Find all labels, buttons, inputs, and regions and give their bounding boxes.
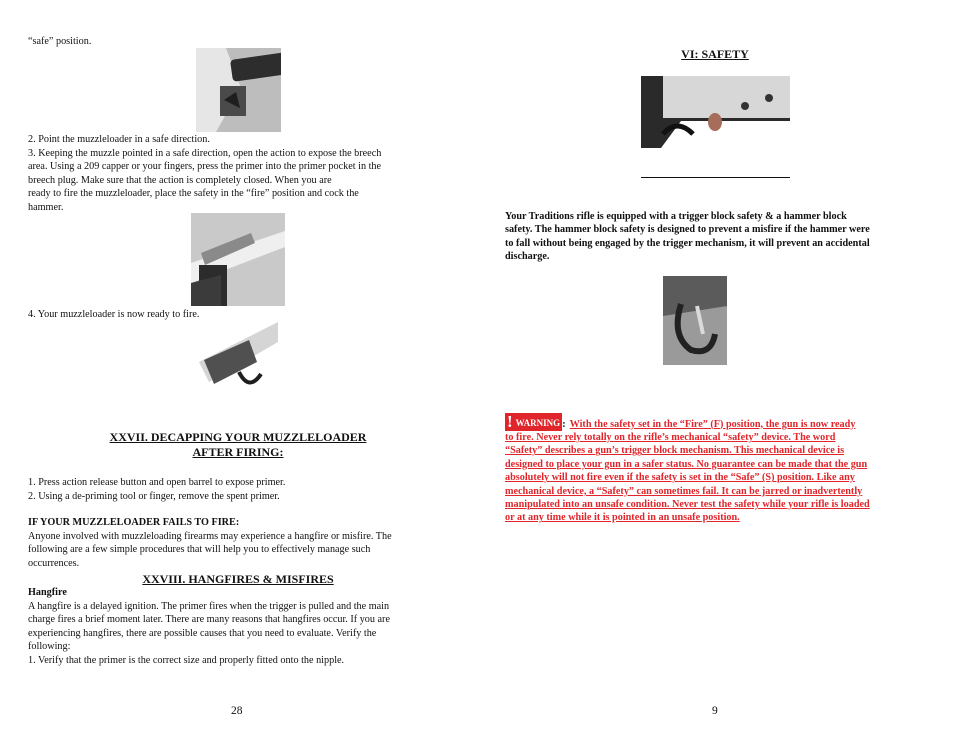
warning-line: manipulated into an unsafe condition. Never test the safety while your rifle is loaded — [505, 499, 870, 511]
fails-to-fire-paragraph — [28, 530, 392, 570]
safe-position-text: “safe” position. — [28, 36, 92, 47]
rifle-ready-photo — [199, 322, 278, 395]
fails-line: occurrences. — [28, 557, 80, 569]
hangfires-heading: XXVIII. HANGFIRES & MISFIRES — [142, 572, 334, 586]
hangfire-subheading: Hangfire — [28, 587, 67, 598]
safety-line: discharge. — [505, 251, 550, 263]
decap-step-1: 1. Press action release button and open barrel to expose primer. — [28, 477, 286, 488]
warning-line: “Safety” describes a gun’s trigger block mechanism. This mechanical device is — [505, 445, 845, 457]
step-3-line: hammer. — [28, 201, 64, 213]
fails-to-fire-heading: IF YOUR MUZZLELOADER FAILS TO FIRE: — [28, 517, 240, 528]
safety-line: Your Traditions rifle is equipped with a trigger block safety & a hammer block — [505, 211, 847, 222]
rifle-breech-photo — [191, 213, 285, 306]
right-page-number: 9 — [712, 705, 718, 717]
warning-line: With the safety set in the “Fire” (F) position, the gun is now ready — [569, 418, 856, 430]
trigger-safety-photo — [641, 76, 790, 148]
step-3-paragraph — [28, 147, 381, 214]
left-page-number: 28 — [231, 705, 243, 717]
fails-line: following are a few simple procedures that will help you to effectively manage such — [28, 544, 371, 556]
decap-step-2: 2. Using a de-priming tool or finger, remove the spent primer. — [28, 491, 280, 502]
decapping-heading-line1: XXVII. DECAPPING YOUR MUZZLELOADER — [109, 430, 367, 444]
hangfire-paragraph — [28, 600, 390, 667]
decapping-heading — [28, 430, 448, 460]
safety-heading: VI: SAFETY — [681, 47, 749, 61]
warning-colon: : — [562, 418, 566, 430]
hangfire-line: following: — [28, 641, 71, 653]
caption-divider — [641, 177, 790, 178]
hangfire-line: 1. Verify that the primer is the correct size and properly fitted onto the nipple. — [28, 654, 345, 666]
fails-line: Anyone involved with muzzleloading firearms may experience a hangfire or misfire. The — [28, 531, 392, 542]
hangfire-line: A hangfire is a delayed ignition. The primer fires when the trigger is pulled and the main — [28, 601, 390, 612]
safety-line: to fall without being engaged by the trigger mechanism, it will prevent an accidental — [505, 237, 870, 249]
hammer-block-photo — [663, 276, 727, 365]
decapping-heading-line2: AFTER FIRING: — [192, 445, 284, 459]
safety-line: safety. The hammer block safety is designed to prevent a misfire if the hammer were — [505, 224, 870, 236]
step-3-line: ready to fire the muzzleloader, place the safety in the “fire” position and cock the — [28, 188, 359, 200]
step-3-line: breech plug. Make sure that the action is completely closed. When you are — [28, 174, 332, 186]
warning-exclamation-icon: ! — [507, 412, 513, 431]
rifle-safe-position-photo — [196, 48, 281, 132]
safety-paragraph — [505, 210, 870, 264]
warning-line: designed to place your gun in a safer status. No guarantee can be made that the gun — [505, 458, 868, 470]
warning-block — [505, 413, 935, 525]
hangfire-line: charge fires a brief moment later. There are many reasons that hangfires occur. If you are — [28, 614, 390, 626]
warning-line: to fire. Never rely totally on the rifle’s mechanical “safety” device. The word — [505, 432, 836, 443]
step-4-text: 4. Your muzzleloader is now ready to fire. — [28, 309, 200, 320]
step-3-line: 3. Keeping the muzzle pointed in a safe direction, open the action to expose the breech — [28, 148, 382, 159]
hangfire-line: experiencing hangfires, there are possible causes that you need to evaluate. Verify the — [28, 627, 377, 639]
warning-badge — [505, 413, 562, 431]
warning-line: absolutely will not fire even if the safety is set in the “Safe” (S) position. Like any — [505, 472, 855, 484]
step-3-line: area. Using a 209 capper or your fingers, press the primer into the primer pocket in the — [28, 161, 382, 173]
warning-line: mechanical device, a “Safety” can sometimes fail. It can be jarred or inadvertently — [505, 485, 863, 497]
warning-line: or at any time while it is pointed in an unsafe position. — [505, 512, 740, 524]
step-2-text: 2. Point the muzzleloader in a safe direction. — [28, 134, 210, 145]
warning-label: WARNING — [515, 418, 561, 428]
